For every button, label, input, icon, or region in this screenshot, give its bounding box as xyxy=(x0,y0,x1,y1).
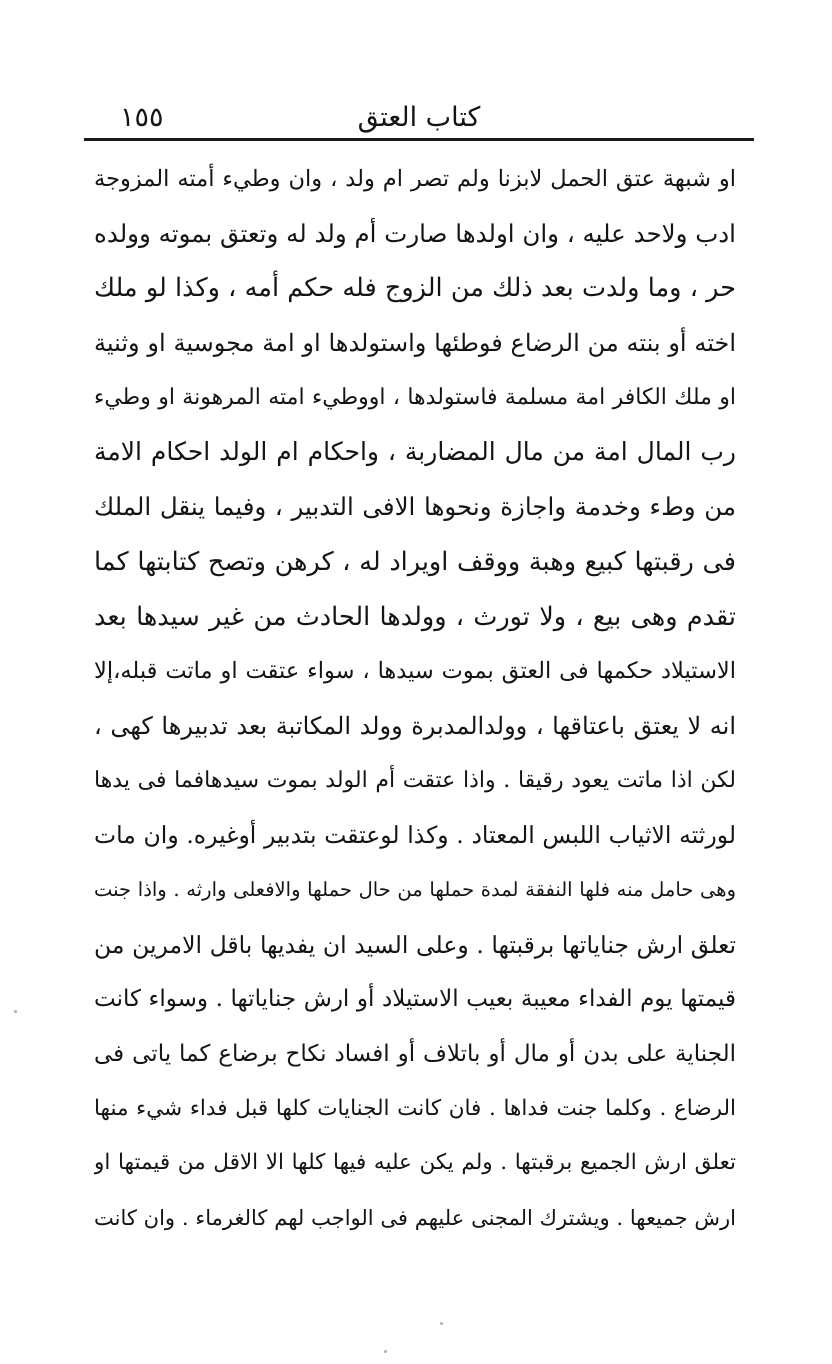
page-header xyxy=(84,84,754,140)
running-title: كتاب العتق xyxy=(357,102,481,133)
text-line: الاستيلاد حكمها فى العتق بموت سيدها ، سواء عتقت او ماتت قبله،إلا xyxy=(94,658,736,685)
text-line: فى رقبتها كبيع وهبة ووقف اويراد له ، كرهن وتصح كتابتها كما xyxy=(94,546,736,577)
text-line: انه لا يعتق باعتاقها ، وولدالمدبرة وولد المكاتبة بعد تدبيرها كهى ، xyxy=(94,711,736,740)
scan-speck xyxy=(440,1322,443,1325)
text-line: ادب ولاحد عليه ، وان اولدها صارت أم ولد له وتعتق بموته وولده xyxy=(94,218,736,248)
text-line: لكن اذا ماتت يعود رقيقا . واذا عتقت أم الولد بموت سيدهافما فى يدها xyxy=(94,767,736,793)
text-line: من وطء وخدمة واجازة ونحوها الافى التدبير ، وفيما ينقل الملك xyxy=(94,492,736,522)
scan-speck xyxy=(14,1010,17,1013)
text-line: قيمتها يوم الفداء معيبة بعيب الاستيلاد أو ارش جناياتها . وسواء كانت xyxy=(94,986,736,1013)
text-line: او ملك الكافر امة مسلمة فاستولدها ، اووطيء امته المرهونة او وطيء xyxy=(94,384,736,410)
text-line: لورثته الاثياب اللبس المعتاد . وكذا لوعتقت بتدبير أوغيره. وان مات xyxy=(94,821,736,850)
page-number: ١٥٥ xyxy=(120,102,164,133)
text-line: تعلق ارش جناياتها برقبتها . وعلى السيد ان يفديها باقل الامرين من xyxy=(94,930,736,959)
text-line: ارش جميعها . ويشترك المجنى عليهم فى الواجب لهم كالغرماء . وان كانت xyxy=(94,1206,736,1231)
body-text xyxy=(94,152,736,1246)
text-line: اخته أو بنته من الرضاع فوطئها واستولدها او امة مجوسية او وثنية xyxy=(94,329,736,358)
text-line: تعلق ارش الجميع برقبتها . ولم يكن عليه فيها كلها الا الاقل من قيمتها او xyxy=(94,1150,736,1176)
text-line: الرضاع . وكلما جنت فداها . فان كانت الجنايات كلها قبل فداء شيء منها xyxy=(94,1095,736,1121)
text-line: وهى حامل منه فلها النفقة لمدة حملها من حال حملها والافعلى وارثه . واذا جنت xyxy=(94,877,736,901)
text-line: رب المال امة من مال المضاربة ، واحكام ام الولد احكام الامة xyxy=(94,437,736,467)
text-line: الجناية على بدن أو مال أو باتلاف أو افساد نكاح برضاع كما ياتى فى xyxy=(94,1041,736,1067)
text-line: حر ، وما ولدت بعد ذلك من الزوج فله حكم أمه ، وكذا لو ملك xyxy=(94,273,736,304)
text-line: تقدم وهى بيع ، ولا تورث ، وولدها الحادث من غير سيدها بعد xyxy=(94,601,736,632)
scan-speck xyxy=(384,1350,387,1353)
header-rule xyxy=(84,138,754,141)
text-line: او شبهة عتق الحمل لابزنا ولم تصر ام ولد ، وان وطيء أمته المزوجة xyxy=(94,166,736,192)
